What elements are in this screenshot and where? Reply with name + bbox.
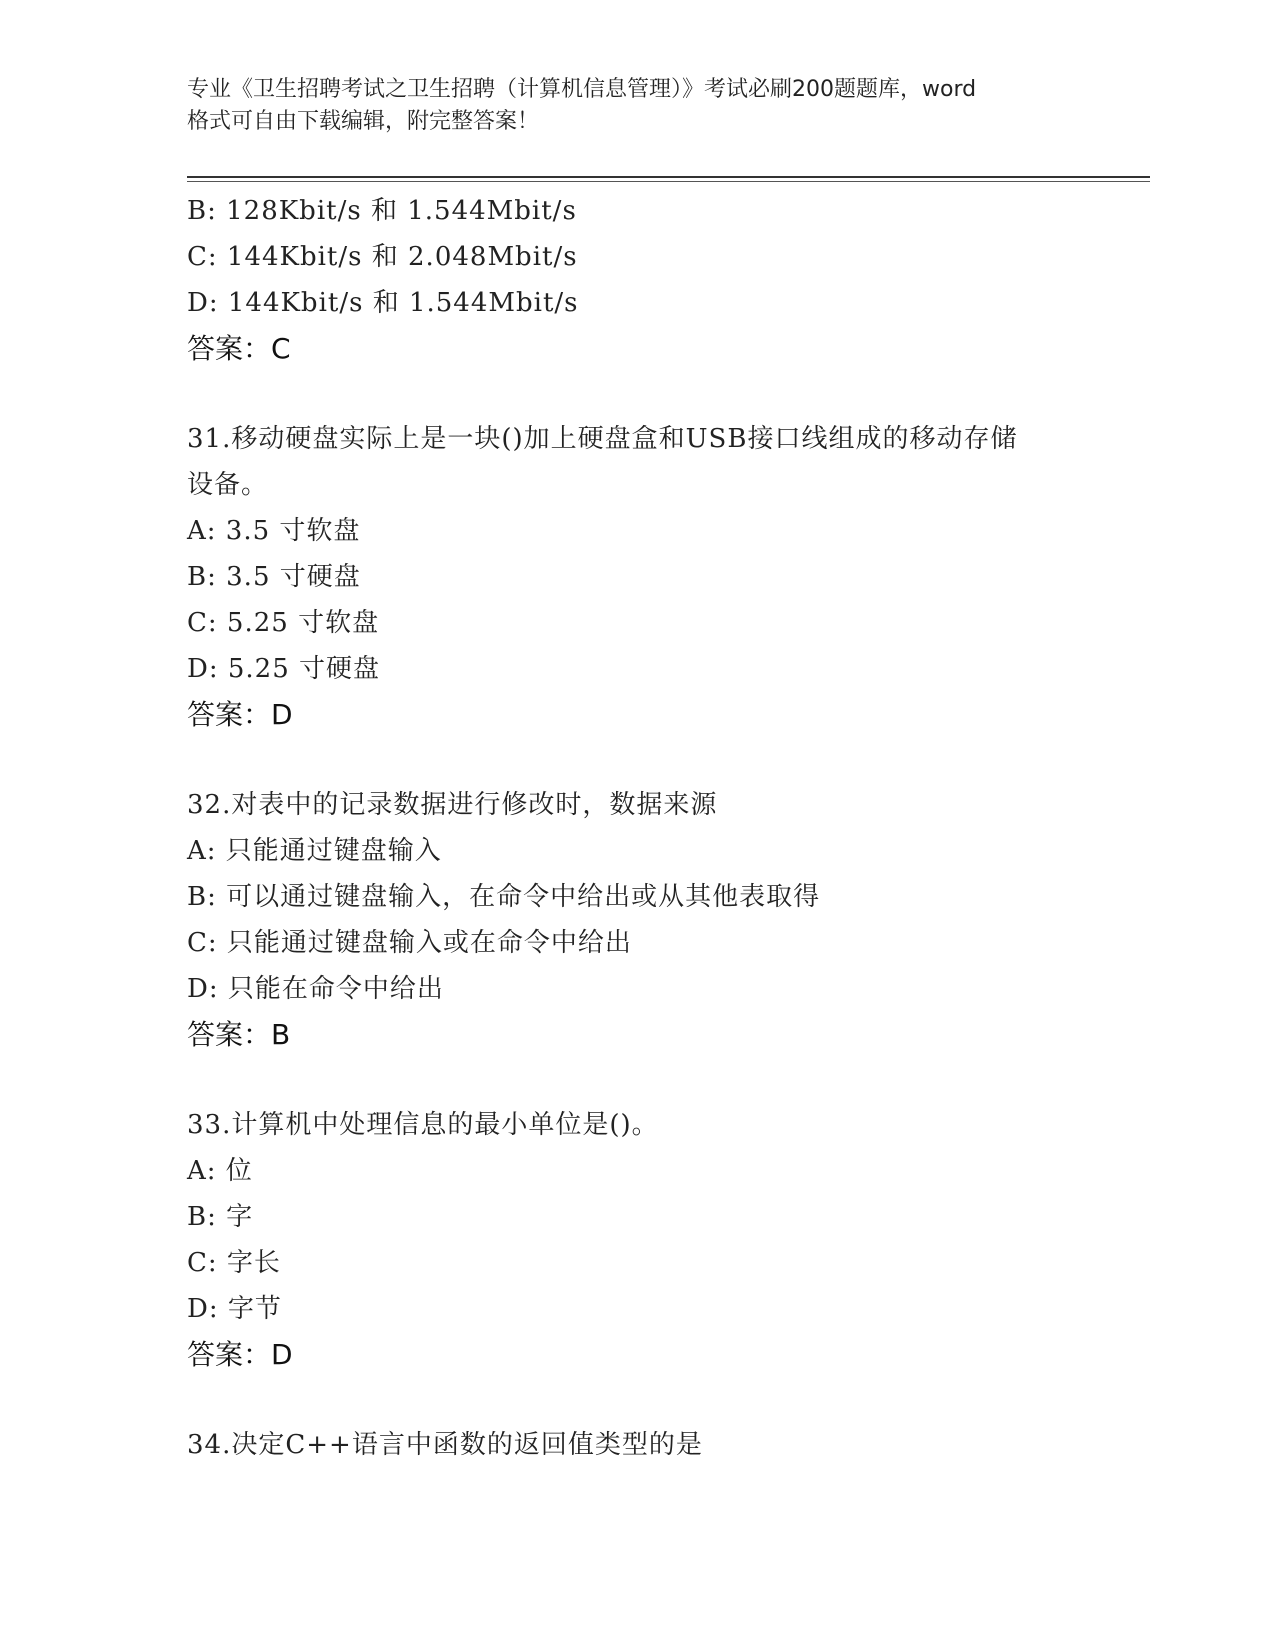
question-31: [187, 416, 1087, 738]
question-stem: 32.对表中的记录数据进行修改时，数据来源: [187, 790, 718, 820]
option-b: B: 128Kbit/s 和 1.544Mbit/s: [187, 196, 577, 226]
option-c: C: 字长: [187, 1248, 281, 1278]
spacer: [187, 738, 1087, 782]
document-header: [187, 74, 1087, 138]
option-a: A: 3.5 寸软盘: [187, 516, 361, 546]
header-line-1: 专业《卫生招聘考试之卫生招聘（计算机信息管理）》考试必刷200题题库，word: [187, 77, 977, 102]
header-line-2: 格式可自由下载编辑，附完整答案！: [187, 109, 540, 134]
answer-label: 答案：B: [187, 1018, 291, 1051]
question-stem: 34.决定C++语言中函数的返回值类型的是: [187, 1430, 703, 1460]
question-stem: 33.计算机中处理信息的最小单位是()。: [187, 1110, 659, 1140]
question-stem-cont: 设备。: [187, 470, 269, 500]
option-c: C: 144Kbit/s 和 2.048Mbit/s: [187, 242, 578, 272]
option-c: C: 5.25 寸软盘: [187, 608, 380, 638]
question-list: [187, 188, 1087, 1468]
spacer: [187, 1058, 1087, 1102]
answer-label: 答案：D: [187, 1338, 293, 1371]
spacer: [187, 1378, 1087, 1422]
question-34: [187, 1422, 1087, 1468]
option-b: B: 可以通过键盘输入，在命令中给出或从其他表取得: [187, 882, 821, 912]
question-stem: 31.移动硬盘实际上是一块()加上硬盘盒和USB接口线组成的移动存储: [187, 424, 1018, 454]
option-b: B: 字: [187, 1202, 254, 1232]
question-33: [187, 1102, 1087, 1378]
question-32: [187, 782, 1087, 1058]
spacer: [187, 372, 1087, 416]
answer-label: 答案：C: [187, 332, 291, 365]
answer-label: 答案：D: [187, 698, 293, 731]
option-d: D: 只能在命令中给出: [187, 974, 444, 1004]
option-c: C: 只能通过键盘输入或在命令中给出: [187, 928, 632, 958]
question-30-continuation: [187, 188, 1087, 372]
option-a: A: 只能通过键盘输入: [187, 836, 442, 866]
option-b: B: 3.5 寸硬盘: [187, 562, 361, 592]
option-a: A: 位: [187, 1156, 253, 1186]
header-divider-thick: [187, 176, 1150, 178]
option-d: D: 5.25 寸硬盘: [187, 654, 381, 684]
header-divider-thin: [187, 181, 1150, 182]
option-d: D: 144Kbit/s 和 1.544Mbit/s: [187, 288, 579, 318]
option-d: D: 字节: [187, 1294, 282, 1324]
